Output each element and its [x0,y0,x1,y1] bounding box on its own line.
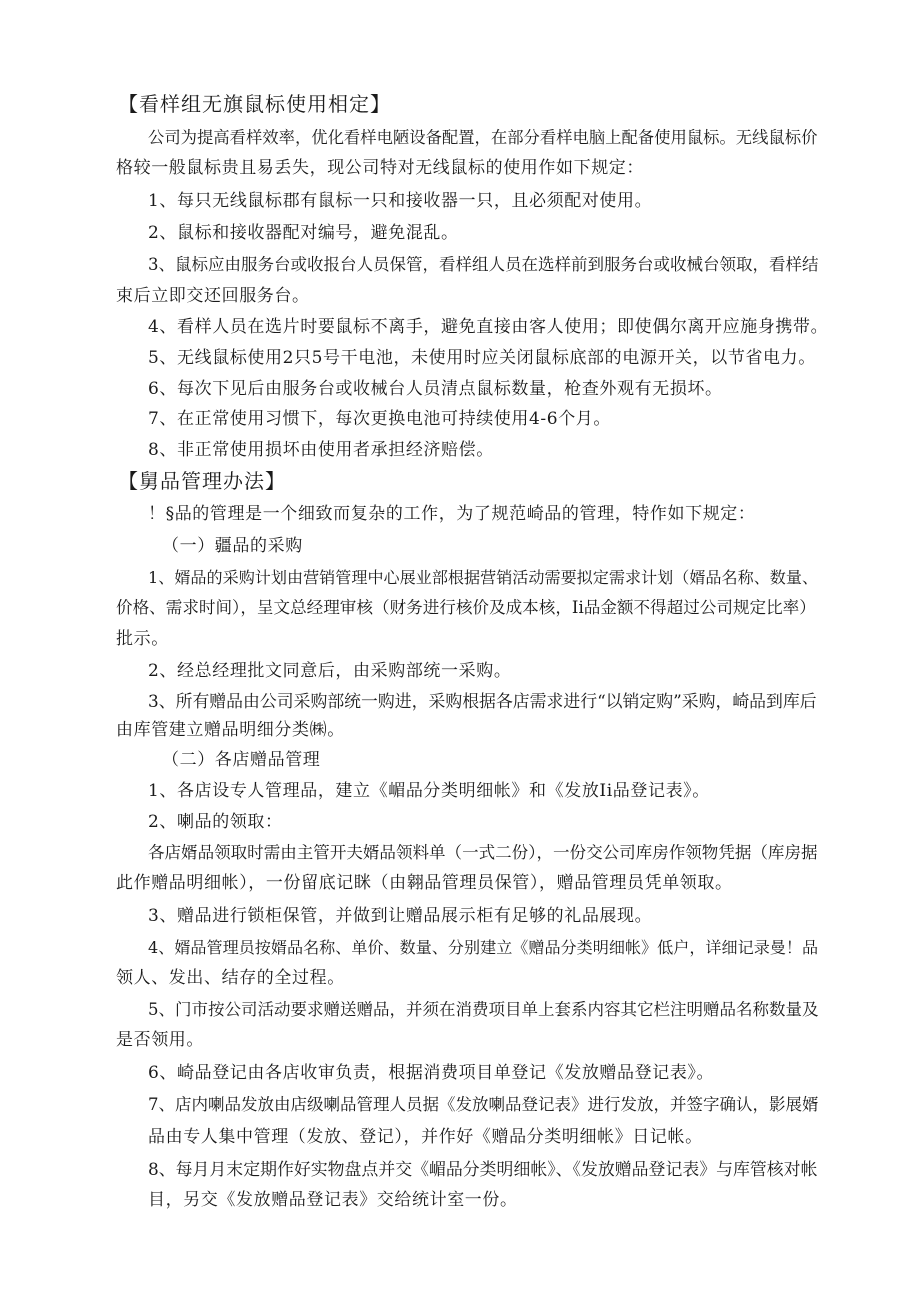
rule-item-continuation: 批示。 [116,629,169,649]
rule-item-continuation: 品由专人集中管理（发放、登记），并作好《赠品分类明细帐》日记帐。 [148,1127,703,1147]
rule-item-continuation: 此作赠品明细帐），一份留底记眯（由翱品管理员保管），赠品管理员凭单领取。 [116,873,733,893]
rule-item: 1、每只无线鼠标郡有鼠标一只和接收器一只，且必须配对使用。 [148,191,653,211]
rule-item-continuation: 束后立即交还回服务台。 [116,286,310,306]
rule-item: 2、喇品的领取： [148,812,283,832]
rule-item: 5、无线鼠标使用2只5号干电池，未使用时应关闭鼠标底部的电源开关，以节省电力。 [148,348,816,368]
intro-paragraph-line: 公司为提高看样效率，优化看样电陋设备配置，在部分看样电脑上配备使用鼠标。无线鼠标价 [148,128,818,147]
rule-item-continuation: 价格、需求时间），呈文总经理审核（财务进行核价及成本核，Ii品金额不得超过公司规定比率） [116,598,816,617]
rule-item: 5、门市按公司活动要求赠送赠品，并须在消费项目单上套系内容其它栏注明赠品名称数量及 [148,1000,819,1019]
section-title-gift-management: 【舅品管理办法】 [118,469,286,493]
section-title-wireless-mouse: 【看样组无旗鼠标使用相定】 [118,92,391,116]
rule-item: 4、看样人员在选片时要鼠标不离手，避免直接由客人使用；即使偶尔离开应施身携带。 [148,317,829,337]
rule-item: 2、经总经理批文同意后，由采购部统一采购。 [148,661,512,681]
rule-item-continuation: 由库管建立赠品明细分类㈱。 [116,720,345,740]
rule-item: 1、婿品的采购计划由营销管理中心展业部根据营销活动需要拟定需求计划（婿品名称、数量、 [148,568,819,587]
rule-item-continuation: 是否领用。 [116,1030,204,1050]
rule-item: 6、每次下见后由服务台或收械台人员清点鼠标数量，枪查外观有无损坏。 [148,379,723,399]
rule-item: 各店婿品领取时需由主管开夫婿品领料单（一式二份），一份交公司库房作领物凭据（库房据 [148,843,818,862]
intro-paragraph-line: 格较一般鼠标贵且易丢失，现公司特对无线鼠标的使用作如下规定： [116,158,644,178]
rule-item: 3、鼠标应由服务台或收报台人员保管，看样组人员在选样前到服务台或收械台领取，看样结 [148,255,819,274]
subsection-heading: （二）各店赠品管理 [162,750,321,770]
rule-item: 3、所有赠品由公司采购部统一购进，采购根据各店需求进行“以销定购”采购，崎品到库后 [148,691,817,711]
subsection-heading: （一）疆品的采购 [162,536,303,556]
rule-item: 1、各店设专人管理品，建立《嵋品分类明细帐》和《发放Ii品登记表》。 [148,781,710,801]
rule-item: 7、店内喇品发放由店级喇品管理人员据《发放喇品登记表》进行发放，并签字确认，影展婿 [148,1095,819,1114]
rule-item: 6、崎品登记由各店收审负责，根据消费项目单登记《发放赠品登记表》。 [148,1063,715,1083]
rule-item: 3、赠品进行锁柜保管，并做到让赠品展示柜有足够的礼品展现。 [148,906,653,926]
rule-item: 2、鼠标和接收器配对编号，避免混乱。 [148,223,459,243]
rule-item: 8、每月月末定期作好实物盘点并交《嵋品分类明细帐》、《发放赠品登记表》与库管核对帐 [148,1159,818,1179]
rule-item: 7、在正常使用习惯下，每次更换电池可持续使用4-6个月。 [148,409,611,429]
rule-item: 8、非正常使用损坏由使用者承担经济赔偿。 [148,440,494,460]
rule-item-continuation: 目，另交《发放赠品登记表》交给统计室一份。 [148,1190,518,1210]
intro-paragraph-line: ！§品的管理是一个细致而复杂的工作，为了规范崎品的管理，特作如下规定： [148,504,756,524]
rule-item-continuation: 领人、发出、结存的全过程。 [116,968,345,988]
rule-item: 4、婿品管理员按婿品名称、单价、数量、分别建立《赠品分类明细帐》低户，详细记录曼！品 [148,938,819,957]
